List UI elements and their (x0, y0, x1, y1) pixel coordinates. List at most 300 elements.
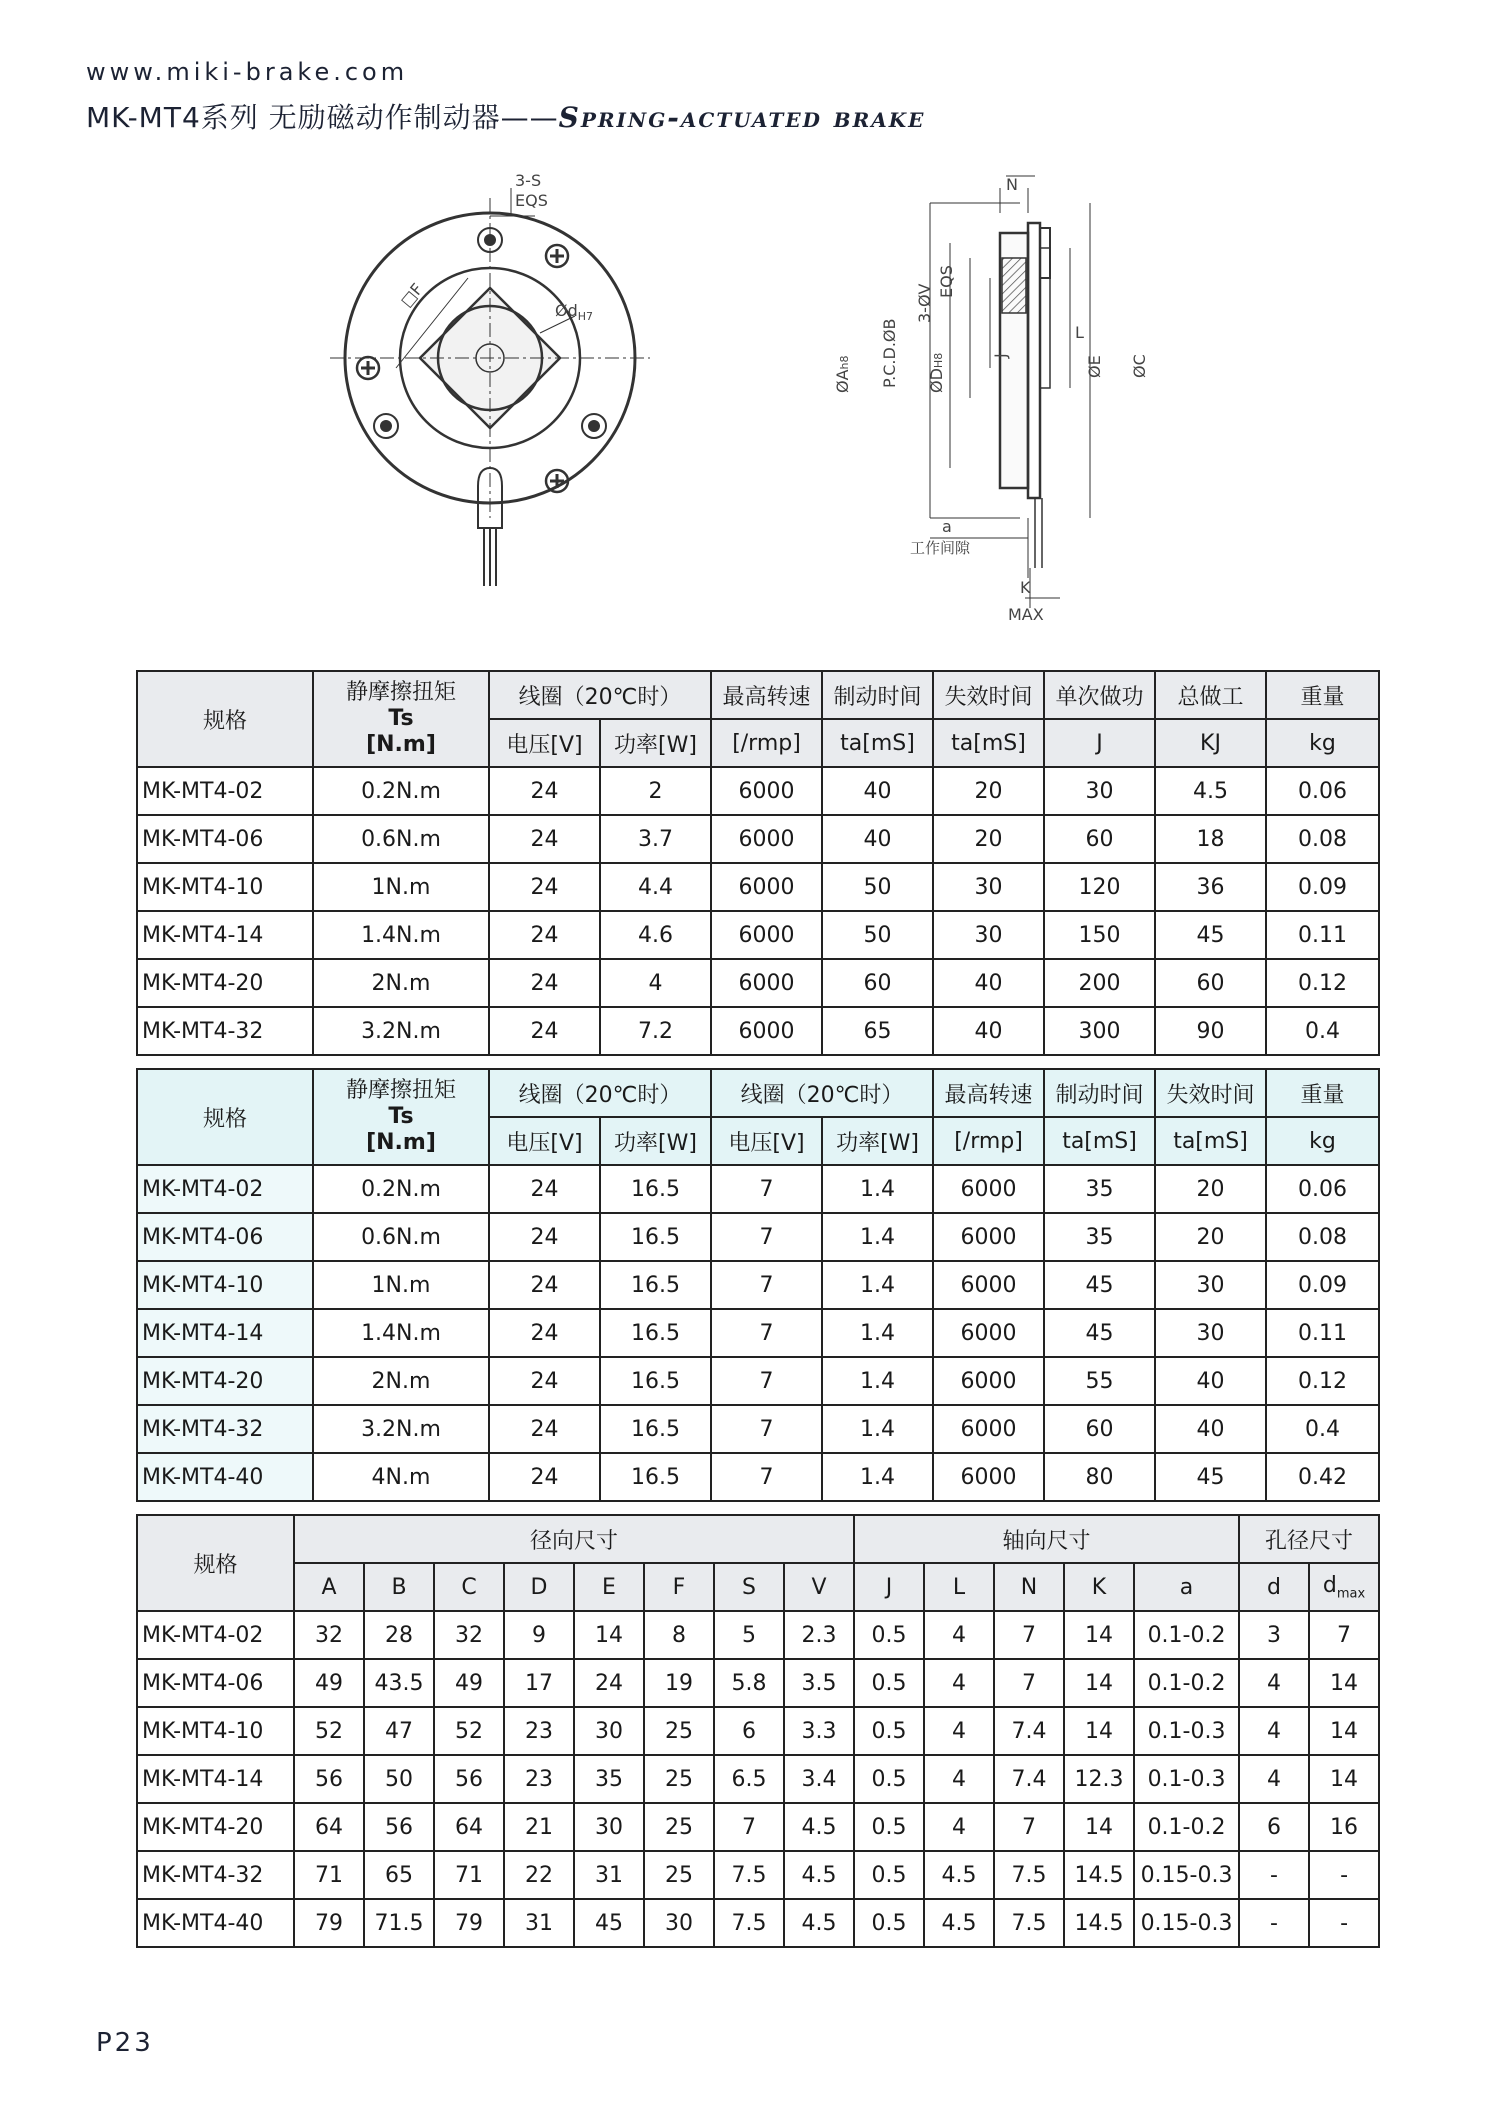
table1-header-brake: 制动时间 (822, 671, 933, 719)
table-cell: 14 (1064, 1707, 1134, 1755)
table3-col-header: N (994, 1563, 1064, 1611)
table-cell: 0.2N.m (313, 767, 489, 815)
table-cell: 4 (1239, 1659, 1309, 1707)
table-cell: 20 (933, 767, 1044, 815)
table-cell: 150 (1044, 911, 1155, 959)
label-v: 3-ØV (915, 283, 934, 323)
table-cell: 56 (294, 1755, 364, 1803)
table-cell: 23 (504, 1755, 574, 1803)
table-row (137, 1405, 1379, 1453)
table-cell: 6000 (933, 1453, 1044, 1501)
table3-col-header: d (1239, 1563, 1309, 1611)
table-cell: 3.2N.m (313, 1007, 489, 1055)
table-cell: 24 (489, 1261, 600, 1309)
table-row (137, 1453, 1379, 1501)
table-cell: 7.5 (714, 1899, 784, 1947)
table3-header-radial: 径向尺寸 (294, 1515, 854, 1563)
table-cell: 24 (489, 911, 600, 959)
table-cell: 4 (1239, 1707, 1309, 1755)
table-row (137, 1755, 1379, 1803)
table-cell: 16.5 (600, 1309, 711, 1357)
table-cell: 7.5 (994, 1851, 1064, 1899)
model-cell: MK-MT4-32 (137, 1007, 313, 1055)
table2-unit: ta[mS] (1155, 1117, 1266, 1165)
label-j: J (991, 353, 1010, 358)
table2-header-torque: 静摩擦扭矩 Ts [N.m] (313, 1069, 489, 1165)
table-cell: - (1239, 1899, 1309, 1947)
table-cell: 65 (364, 1851, 434, 1899)
table-cell: 64 (294, 1803, 364, 1851)
table-cell: 0.42 (1266, 1453, 1379, 1501)
table-cell: 20 (1155, 1213, 1266, 1261)
table-cell: 6000 (933, 1261, 1044, 1309)
table2-header-speed: 最高转速 (933, 1069, 1044, 1117)
table3-col-header: J (854, 1563, 924, 1611)
table-cell: 2 (600, 767, 711, 815)
table-cell: 24 (489, 767, 600, 815)
model-cell: MK-MT4-14 (137, 1755, 294, 1803)
table-cell: 1.4 (822, 1213, 933, 1261)
table-cell: 6000 (933, 1309, 1044, 1357)
table-cell: 7 (711, 1405, 822, 1453)
model-cell: MK-MT4-32 (137, 1405, 313, 1453)
table-cell: 9 (504, 1611, 574, 1659)
table-cell: 7.5 (994, 1899, 1064, 1947)
model-cell: MK-MT4-40 (137, 1899, 294, 1947)
label-d: $Ød_{H7}$ (555, 301, 594, 323)
label-gap-a: a (942, 517, 952, 536)
table-cell: 4.5 (924, 1899, 994, 1947)
table-cell: 200 (1044, 959, 1155, 1007)
table-cell: 60 (1044, 1405, 1155, 1453)
table-cell: 60 (1044, 815, 1155, 863)
table-cell: 4.4 (600, 863, 711, 911)
table-row (137, 1899, 1379, 1947)
table-cell: 32 (294, 1611, 364, 1659)
table-cell: 4 (924, 1707, 994, 1755)
table-cell: 36 (1155, 863, 1266, 911)
table-cell: 64 (434, 1803, 504, 1851)
table-cell: 30 (1044, 767, 1155, 815)
table-cell: 0.1-0.3 (1134, 1707, 1239, 1755)
table-cell: 14.5 (1064, 1851, 1134, 1899)
table-cell: 60 (1155, 959, 1266, 1007)
model-cell: MK-MT4-32 (137, 1851, 294, 1899)
table2-header-weight: 重量 (1266, 1069, 1379, 1117)
model-cell: MK-MT4-10 (137, 863, 313, 911)
model-cell: MK-MT4-02 (137, 767, 313, 815)
table-cell: 1.4 (822, 1357, 933, 1405)
table-row (137, 959, 1379, 1007)
table1-body (137, 767, 1379, 1055)
table-row (137, 1611, 1379, 1659)
table-cell: 6 (714, 1707, 784, 1755)
table-cell: 55 (1044, 1357, 1155, 1405)
table-cell: 80 (1044, 1453, 1155, 1501)
label-f: □F (396, 279, 427, 311)
table-cell: 7 (711, 1165, 822, 1213)
label-l: L (1075, 323, 1084, 342)
table-cell: 16.5 (600, 1165, 711, 1213)
table3-col-header: B (364, 1563, 434, 1611)
table-cell: 7 (711, 1357, 822, 1405)
table-cell: 52 (294, 1707, 364, 1755)
model-cell: MK-MT4-14 (137, 911, 313, 959)
table-cell: 79 (294, 1899, 364, 1947)
table-cell: 8 (644, 1611, 714, 1659)
table2-header-coil-1: 线圈（20℃时） (489, 1069, 711, 1117)
table-cell: 40 (822, 815, 933, 863)
table-cell: - (1239, 1851, 1309, 1899)
table-cell: 40 (822, 767, 933, 815)
model-cell: MK-MT4-06 (137, 1659, 294, 1707)
model-cell: MK-MT4-20 (137, 1803, 294, 1851)
table-cell: 3.4 (784, 1755, 854, 1803)
model-cell: MK-MT4-14 (137, 1309, 313, 1357)
table-cell: 0.11 (1266, 1309, 1379, 1357)
label-gap-cn: 工作间隙 (910, 539, 971, 557)
table-cell: 31 (574, 1851, 644, 1899)
table-cell: 7.2 (600, 1007, 711, 1055)
table1-unit: KJ (1155, 719, 1266, 767)
table-cell: 18 (1155, 815, 1266, 863)
table2-unit: 功率[W] (822, 1117, 933, 1165)
table-cell: 30 (933, 863, 1044, 911)
table-cell: 40 (933, 959, 1044, 1007)
table-cell: 49 (434, 1659, 504, 1707)
table-cell: 4.5 (784, 1851, 854, 1899)
table-cell: 32 (434, 1611, 504, 1659)
table-cell: 14 (1064, 1803, 1134, 1851)
table-cell: 5 (714, 1611, 784, 1659)
label-eqs-front: EQS (515, 191, 548, 210)
table-cell: 45 (1155, 911, 1266, 959)
table-cell: - (1309, 1851, 1379, 1899)
table3-col-header: F (644, 1563, 714, 1611)
table-cell: 4 (924, 1803, 994, 1851)
table-cell: 45 (574, 1899, 644, 1947)
table-cell: 47 (364, 1707, 434, 1755)
table-cell: 0.11 (1266, 911, 1379, 959)
table-cell: 4 (924, 1755, 994, 1803)
table-row (137, 1357, 1379, 1405)
table-cell: 14 (574, 1611, 644, 1659)
table-cell: 1.4 (822, 1261, 933, 1309)
table-cell: 7 (994, 1611, 1064, 1659)
table-cell: 49 (294, 1659, 364, 1707)
table-cell: 65 (822, 1007, 933, 1055)
table-cell: 16.5 (600, 1405, 711, 1453)
table2-unit: 功率[W] (600, 1117, 711, 1165)
table3-col-header: S (714, 1563, 784, 1611)
table-cell: 16.5 (600, 1453, 711, 1501)
table-cell: 6 (1239, 1803, 1309, 1851)
table-cell: 7 (714, 1803, 784, 1851)
table3-body (137, 1611, 1379, 1947)
table-cell: 7 (994, 1803, 1064, 1851)
table-row (137, 1309, 1379, 1357)
table-cell: 24 (489, 1213, 600, 1261)
table3-col-header: E (574, 1563, 644, 1611)
table-cell: 5.8 (714, 1659, 784, 1707)
table1-header-total: 总做工 (1155, 671, 1266, 719)
table-cell: 14 (1309, 1755, 1379, 1803)
table-cell: 30 (574, 1803, 644, 1851)
table-cell: 0.08 (1266, 1213, 1379, 1261)
table-row (137, 1165, 1379, 1213)
table-cell: 4 (924, 1659, 994, 1707)
table-cell: 4 (600, 959, 711, 1007)
table2-unit: 电压[V] (489, 1117, 600, 1165)
table-cell: 24 (489, 1309, 600, 1357)
table-cell: 6000 (933, 1165, 1044, 1213)
table-cell: 24 (489, 863, 600, 911)
model-cell: MK-MT4-20 (137, 959, 313, 1007)
label-k: K (1020, 578, 1031, 597)
table1-header-coil: 线圈（20℃时） (489, 671, 711, 719)
table-cell: 6.5 (714, 1755, 784, 1803)
table-cell: 0.1-0.3 (1134, 1755, 1239, 1803)
table2-unit: kg (1266, 1117, 1379, 1165)
table-cell: 24 (489, 1453, 600, 1501)
dmax-subscript: max (1336, 1586, 1366, 1602)
table-cell: 24 (574, 1659, 644, 1707)
table-cell: 0.6N.m (313, 1213, 489, 1261)
table-cell: 6000 (711, 1007, 822, 1055)
table-cell: 52 (434, 1707, 504, 1755)
table-cell: 17 (504, 1659, 574, 1707)
table-row (137, 1007, 1379, 1055)
model-cell: MK-MT4-10 (137, 1261, 313, 1309)
front-view (330, 188, 650, 586)
table-cell: 90 (1155, 1007, 1266, 1055)
table-cell: 0.15-0.3 (1134, 1851, 1239, 1899)
label-max: MAX (1008, 605, 1044, 624)
table-cell: 6000 (933, 1405, 1044, 1453)
table2-unit: [/rmp] (933, 1117, 1044, 1165)
table1-header-weight: 重量 (1266, 671, 1379, 719)
table-cell: 14.5 (1064, 1899, 1134, 1947)
table-cell: 1.4N.m (313, 911, 489, 959)
table-row (137, 1261, 1379, 1309)
table-cell: 23 (504, 1707, 574, 1755)
model-cell: MK-MT4-40 (137, 1453, 313, 1501)
table-cell: 0.5 (854, 1707, 924, 1755)
table3-col-header: A (294, 1563, 364, 1611)
table-cell: 4.5 (784, 1803, 854, 1851)
table-row (137, 1803, 1379, 1851)
dimension-table (136, 1514, 1380, 1948)
table-cell: 0.5 (854, 1755, 924, 1803)
table3-col-header: $d_{max}$ (1309, 1563, 1379, 1611)
table-cell: 0.1-0.2 (1134, 1659, 1239, 1707)
title-en: Spring-actuated brake (558, 101, 926, 134)
website-url: www.miki-brake.com (86, 58, 409, 86)
table-cell: 1.4 (822, 1165, 933, 1213)
table1-unit: 功率[W] (600, 719, 711, 767)
label-c: ØC (1130, 354, 1149, 378)
table-cell: 7 (711, 1453, 822, 1501)
table-cell: 0.6N.m (313, 815, 489, 863)
table-cell: 1N.m (313, 1261, 489, 1309)
technical-drawing (330, 168, 1180, 638)
table2-header-row-1 (137, 1069, 1379, 1117)
table-row (137, 1851, 1379, 1899)
table-cell: 45 (1044, 1261, 1155, 1309)
table-cell: 6000 (933, 1213, 1044, 1261)
table3-header-axial: 轴向尺寸 (854, 1515, 1239, 1563)
table1-header-model: 规格 (137, 671, 313, 767)
table-cell: 7 (711, 1213, 822, 1261)
table-cell: 50 (822, 863, 933, 911)
table-cell: 2.3 (784, 1611, 854, 1659)
table2-unit: 电压[V] (711, 1117, 822, 1165)
table3-header-model: 规格 (137, 1515, 294, 1611)
table1-header-torque: 静摩擦扭矩 Ts [N.m] (313, 671, 489, 767)
table-cell: 25 (644, 1707, 714, 1755)
table-cell: 0.5 (854, 1899, 924, 1947)
table-cell: 14 (1064, 1659, 1134, 1707)
table-cell: 30 (1155, 1309, 1266, 1357)
label-n: N (1006, 175, 1018, 194)
table-cell: 71 (294, 1851, 364, 1899)
table3-col-header: V (784, 1563, 854, 1611)
table-cell: 1.4 (822, 1309, 933, 1357)
table-cell: 3 (1239, 1611, 1309, 1659)
table-cell: 71 (434, 1851, 504, 1899)
label-eqs-side: EQS (937, 265, 956, 298)
table-cell: 1N.m (313, 863, 489, 911)
model-cell: MK-MT4-02 (137, 1611, 294, 1659)
table-cell: 3.7 (600, 815, 711, 863)
table-cell: 24 (489, 959, 600, 1007)
table-row (137, 767, 1379, 815)
table2-header-model: 规格 (137, 1069, 313, 1165)
table-cell: 6000 (711, 959, 822, 1007)
table-cell: 7 (711, 1309, 822, 1357)
table-cell: 22 (504, 1851, 574, 1899)
table-cell: 45 (1044, 1309, 1155, 1357)
table-cell: 12.3 (1064, 1755, 1134, 1803)
model-cell: MK-MT4-20 (137, 1357, 313, 1405)
table-cell: 24 (489, 1007, 600, 1055)
table-cell: 7.5 (714, 1851, 784, 1899)
table-cell: 30 (574, 1707, 644, 1755)
table-cell: 3.2N.m (313, 1405, 489, 1453)
table-cell: 45 (1155, 1453, 1266, 1501)
label-pcd: P.C.D.ØB (880, 318, 899, 388)
table-cell: 14 (1309, 1707, 1379, 1755)
table-cell: 30 (1155, 1261, 1266, 1309)
table2-unit: ta[mS] (1044, 1117, 1155, 1165)
table-cell: 7 (1309, 1611, 1379, 1659)
table-cell: 14 (1309, 1659, 1379, 1707)
table1-unit: ta[mS] (822, 719, 933, 767)
table-cell: 3.3 (784, 1707, 854, 1755)
table-cell: 0.5 (854, 1803, 924, 1851)
table-cell: 4.5 (924, 1851, 994, 1899)
table3-col-header: C (434, 1563, 504, 1611)
table-cell: 30 (933, 911, 1044, 959)
table-cell: 25 (644, 1851, 714, 1899)
table-cell: 0.1-0.2 (1134, 1803, 1239, 1851)
table-cell: 7 (711, 1261, 822, 1309)
table-cell: 1.4 (822, 1405, 933, 1453)
table-cell: 20 (1155, 1165, 1266, 1213)
table-cell: 6000 (711, 911, 822, 959)
table1-header-speed: 最高转速 (711, 671, 822, 719)
table-cell: 35 (1044, 1165, 1155, 1213)
table-cell: 0.15-0.3 (1134, 1899, 1239, 1947)
table1-header-release: 失效时间 (933, 671, 1044, 719)
table-cell: 6000 (711, 863, 822, 911)
table-cell: 4 (924, 1611, 994, 1659)
table-cell: 0.12 (1266, 1357, 1379, 1405)
table2-header-coil-2: 线圈（20℃时） (711, 1069, 933, 1117)
table-cell: 2N.m (313, 1357, 489, 1405)
table-cell: 21 (504, 1803, 574, 1851)
table-cell: 7 (994, 1659, 1064, 1707)
table-cell: 16 (1309, 1803, 1379, 1851)
table-cell: 7.4 (994, 1707, 1064, 1755)
table-row (137, 1659, 1379, 1707)
table-cell: 0.06 (1266, 767, 1379, 815)
table-cell: 120 (1044, 863, 1155, 911)
table-cell: 0.5 (854, 1659, 924, 1707)
table-cell: 6000 (933, 1357, 1044, 1405)
table-cell: 24 (489, 1405, 600, 1453)
model-cell: MK-MT4-02 (137, 1165, 313, 1213)
table-cell: 16.5 (600, 1213, 711, 1261)
label-dd: ØDH8 (927, 352, 946, 393)
table-cell: 0.4 (1266, 1007, 1379, 1055)
table-cell: 6000 (711, 815, 822, 863)
table-cell: 0.5 (854, 1611, 924, 1659)
table-cell: 40 (1155, 1357, 1266, 1405)
table-cell: 50 (822, 911, 933, 959)
table-cell: 4.5 (1155, 767, 1266, 815)
table3-header-bore: 孔径尺寸 (1239, 1515, 1379, 1563)
table-cell: 79 (434, 1899, 504, 1947)
table-cell: 24 (489, 815, 600, 863)
table-cell: 0.4 (1266, 1405, 1379, 1453)
table3-col-header: K (1064, 1563, 1134, 1611)
table-cell: 71.5 (364, 1899, 434, 1947)
table3-header-row-2 (137, 1563, 1379, 1611)
table-row (137, 911, 1379, 959)
spec-table-2 (136, 1068, 1380, 1502)
table-cell: 0.5 (854, 1851, 924, 1899)
table-cell: 300 (1044, 1007, 1155, 1055)
table-cell: 20 (933, 815, 1044, 863)
model-cell: MK-MT4-06 (137, 1213, 313, 1261)
table3-col-header: a (1134, 1563, 1239, 1611)
table-cell: 6000 (711, 767, 822, 815)
table-cell: 4.5 (784, 1899, 854, 1947)
table-cell: 24 (489, 1357, 600, 1405)
table-cell: 50 (364, 1755, 434, 1803)
table-cell: 31 (504, 1899, 574, 1947)
table-cell: 0.09 (1266, 863, 1379, 911)
table-cell: 28 (364, 1611, 434, 1659)
table2-body (137, 1165, 1379, 1501)
table-cell: 3.5 (784, 1659, 854, 1707)
spec-table-1 (136, 670, 1380, 1056)
table-cell: 14 (1064, 1611, 1134, 1659)
table-cell: 56 (434, 1755, 504, 1803)
table-cell: 0.12 (1266, 959, 1379, 1007)
table-cell: 60 (822, 959, 933, 1007)
